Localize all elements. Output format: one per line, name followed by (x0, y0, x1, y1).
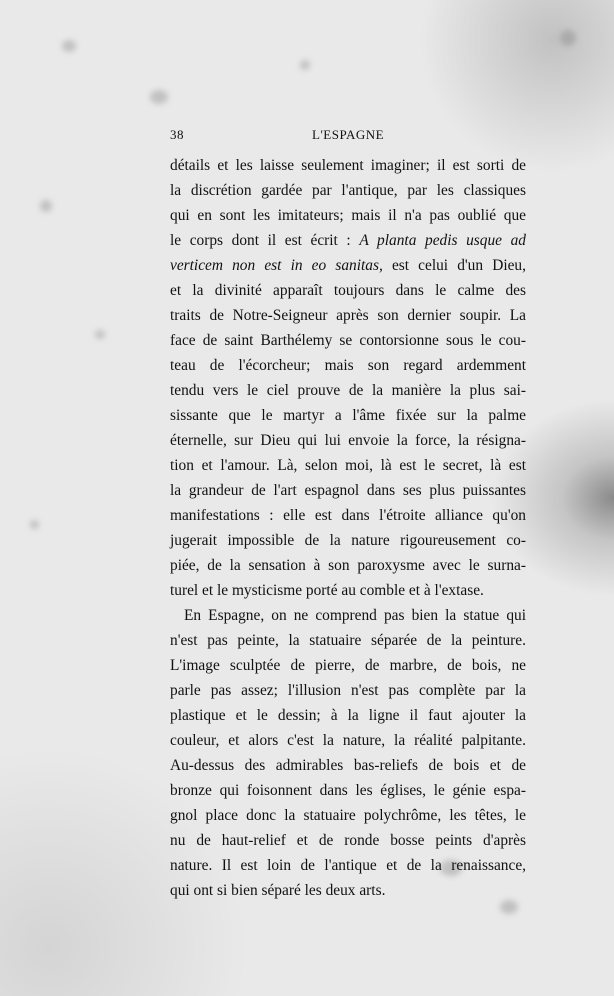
text-line: couleur, et alors c'est la nature, la réalité palpitante. (170, 732, 526, 749)
text-line: En Espagne, on ne comprend pas bien la statue qui (184, 607, 526, 624)
latin-quote: verticem non est in eo sanitas, (170, 257, 383, 274)
text-line: la grandeur de l'art espagnol dans ses plus puissantes (170, 482, 526, 499)
text-line: qui ont si bien séparé les deux arts. (170, 882, 386, 899)
text-line: teau de l'écorcheur; mais son regard ardemment (170, 357, 526, 374)
paper-stain (560, 30, 576, 46)
text-line: tendu vers le ciel prouve de la manière la plus sai- (170, 382, 526, 399)
text-line: turel et le mysticisme porté au comble et à l'extase. (170, 582, 484, 599)
text-line: jugerait impossible de la nature rigoureusement co- (170, 532, 526, 549)
text-line: nature. Il est loin de l'antique et de la renaissance, (170, 857, 526, 874)
text-line: piée, de la sensation à son paroxysme avec le surna- (170, 557, 526, 574)
paper-stain (95, 330, 105, 339)
text-line: face de saint Barthélemy se contorsionne sous le cou- (170, 332, 526, 349)
text-line: qui en sont les imitateurs; mais il n'a pas oublié que (170, 207, 526, 224)
text-line (170, 228, 526, 253)
text-line: parle pas assez; l'illusion n'est pas complète par la (170, 682, 526, 699)
text-line: manifestations : elle est dans l'étroite alliance qu'on (170, 507, 526, 524)
text-line: gnol place donc la statuaire polychrôme, les têtes, le (170, 807, 526, 824)
text-line: la discrétion gardée par l'antique, par les classiques (170, 182, 526, 199)
page-header (170, 127, 526, 145)
text-segment: est celui d'un Dieu, (391, 257, 526, 274)
paper-stain (62, 40, 76, 52)
text-line (170, 253, 526, 278)
text-line: L'image sculptée de pierre, de marbre, de bois, ne (170, 657, 526, 674)
paper-stain (300, 60, 310, 70)
text-line: sissante que le martyr a l'âme fixée sur la palme (170, 407, 526, 424)
text-line: détails et les laisse seulement imaginer; il est sorti de (170, 157, 526, 174)
text-line: Au-dessus des admirables bas-reliefs de bois et de (170, 757, 526, 774)
text-line: et la divinité apparaît toujours dans le calme des (170, 282, 526, 299)
text-segment: le corps dont il est écrit : (170, 232, 351, 249)
latin-quote: A planta pedis usque ad (359, 232, 526, 249)
text-line: tion et l'amour. Là, selon moi, là est le secret, là est (170, 457, 526, 474)
text-line: plastique et le dessin; à la ligne il faut ajouter la (170, 707, 526, 724)
text-line: éternelle, sur Dieu qui lui envoie la force, la résigna- (170, 432, 526, 449)
running-head: L'ESPAGNE (312, 127, 385, 142)
text-line: n'est pas peinte, la statuaire séparée de la peinture. (170, 632, 526, 649)
paper-stain (40, 200, 52, 212)
text-line: traits de Notre-Seigneur après son dernier soupir. La (170, 307, 526, 324)
paper-stain (150, 90, 168, 104)
page-number: 38 (170, 127, 184, 142)
text-line: bronze qui foisonnent dans les églises, le génie espa- (170, 782, 526, 799)
text-line: nu de haut-relief et de ronde bosse peints d'après (170, 832, 526, 849)
body-text (170, 153, 526, 903)
paper-stain (30, 520, 39, 529)
